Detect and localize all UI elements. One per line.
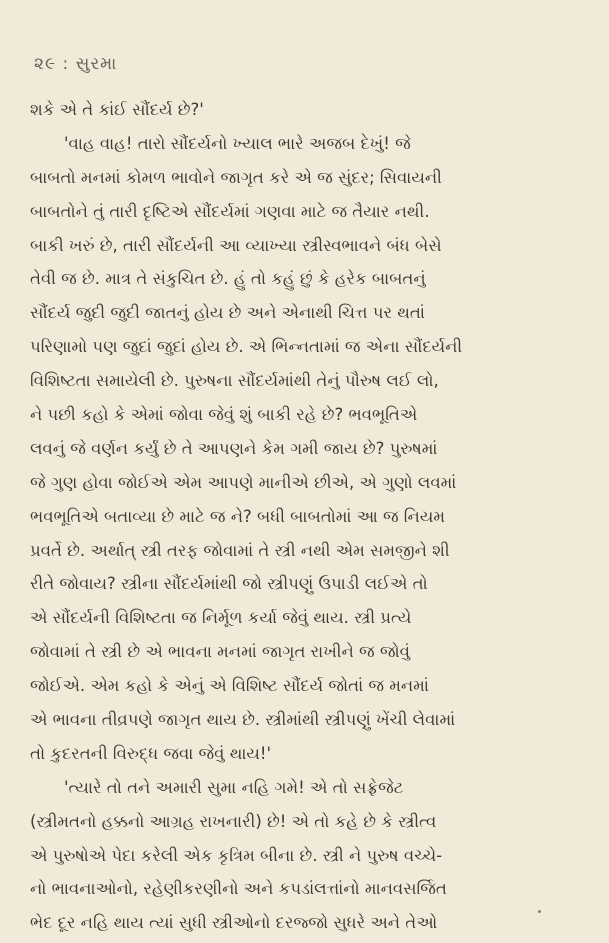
- text-line: તેવી જ છે. માત્ર તે સંકુચિત છે. હું તો કહું છું કે હરેક બાબતનું: [30, 269, 426, 289]
- text-line: જોઈએ. એમ કહો કે એનું એ વિશિષ્ટ સૌંદર્ય જોતાં જ મનમાં: [30, 676, 429, 696]
- text-line: રીતે જોવાય? સ્ત્રીના સૌંદર્યમાંથી જો સ્ત્રીપણું ઉપાડી લઈએ તો: [30, 574, 428, 594]
- text-line: 'ત્યારે તો તને અમારી સુમા નહિ ગમે! એ તો સફ્રેજેટ: [64, 777, 404, 797]
- text-line: વિશિષ્ટતા સમાયેલી છે. પુરુષના સૌંદર્યમાંથી તેનું પૌરુષ લઈ લો,: [30, 371, 439, 391]
- text-line: (સ્ત્રીમતનો હક્કનો આગ્રહ રાખનારી) છે! એ તો કહે છે કે સ્ત્રીત્વ: [30, 811, 437, 831]
- text-line: 'વાહ વાહ! તારો સૌંદર્યનો ખ્યાલ ભારે અજબ દેખું! જે: [64, 133, 411, 153]
- running-head: ૨૯ : સુરમા: [34, 54, 118, 74]
- text-line: પરિણામો પણ જુદાં જુદાં હોય છે. એ ભિન્નતામાં જ એના સૌંદર્યની: [30, 337, 463, 357]
- text-line: નો ભાવનાઓનો, રહેણીકરણીનો અને કપડાંલત્તાંનો માનવસર્જિત: [30, 879, 447, 899]
- text-line: પ્રવર્તે છે. અર્થાત્ સ્ત્રી તરફ જોવામાં તે સ્ત્રી નથી એમ સમજીને શી: [30, 540, 450, 560]
- text-line: એ પુરુષોએ પેદા કરેલી એક કૃત્રિમ બીના છે. સ્ત્રી ને પુરુષ વચ્ચે-: [30, 845, 443, 865]
- text-line: ને પછી કહો કે એમાં જોવા જેવું શું બાકી રહે છે? ભવભૂતિએ: [30, 405, 418, 425]
- text-line: એ સૌંદર્યની વિશિષ્ટતા જ નિર્મૂળ કર્યા જેવું થાય. સ્ત્રી પ્રત્યે: [30, 608, 412, 628]
- text-line: બાબતો મનમાં કોમળ ભાવોને જાગૃત કરે એ જ સુંદર; સિવાયની: [30, 167, 442, 187]
- page-body: [30, 93, 590, 940]
- text-line: શકે એ તે કાંઈ સૌંદર્ય છે?': [30, 100, 204, 119]
- text-line: તો કુદરતની વિરુદ્ધ જવા જેવું થાય!': [30, 743, 272, 763]
- text-line: જે ગુણ હોવા જોઈએ એમ આપણે માનીએ છીએ, એ ગુણો લવમાં: [30, 472, 457, 492]
- text-line: એ ભાવના તીવ્રપણે જાગૃત થાય છે. સ્ત્રીમાંથી સ્ત્રીપણું ખેંચી લેવામાં: [30, 710, 456, 730]
- text-line: બાકી ખરું છે, તારી સૌંદર્યની આ વ્યાખ્યા સ્ત્રીસ્વભાવને બંધ બેસે: [30, 235, 442, 255]
- text-line: જોવામાં તે સ્ત્રી છે એ ભાવના મનમાં જાગૃત રાખીને જ જોવું: [30, 642, 410, 662]
- text-line: સૌંદર્ય જુદી જુદી જાતનું હોય છે અને એનાથી ચિત્ત પર થતાં: [30, 303, 425, 323]
- text-line: લવનું જે વર્ણન કર્યું છે તે આપણને કેમ ગમી જાય છે? પુરુષમાં: [30, 438, 438, 458]
- text-line: બાબતોને તું તારી દૃષ્ટિએ સૌંદર્યમાં ગણવા માટે જ તૈયાર નથી.: [30, 201, 430, 221]
- text-line: ભવભૂતિએ બતાવ્યા છે માટે જ ને? બધી બાબતોમાં આ જ નિયમ: [30, 506, 445, 526]
- text-line: ભેદ દૂર નહિ થાય ત્યાં સુધી સ્ત્રીઓનો દરજ્જો સુધરે અને તેઓ: [30, 913, 438, 933]
- page-mark: [538, 910, 541, 913]
